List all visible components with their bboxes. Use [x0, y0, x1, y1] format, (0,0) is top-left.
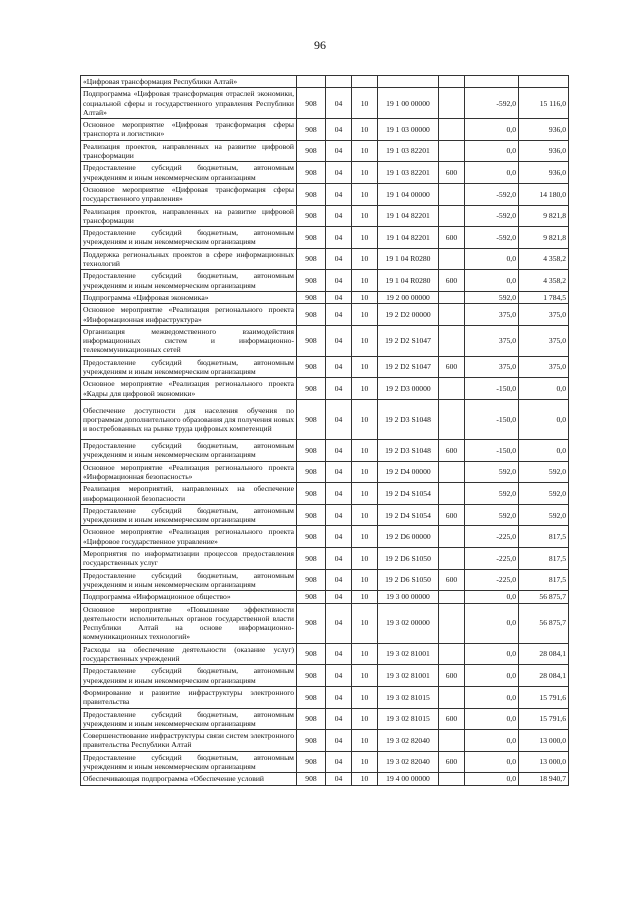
subsection-code: 10	[352, 356, 378, 378]
section-code: 04	[326, 88, 352, 119]
subsection-code: 10	[352, 665, 378, 687]
subsection-code: 10	[352, 751, 378, 773]
target-article-code: 19 2 D3 S1048	[378, 399, 439, 439]
expense-type-code: 600	[439, 665, 465, 687]
target-article-code: 19 3 02 82040	[378, 751, 439, 773]
grbs-code: 908	[297, 119, 326, 141]
target-article-code: 19 1 00 00000	[378, 88, 439, 119]
budget-item-name: Основное мероприятие «Реализация регионального проекта «Кадры для цифровой экономики»	[81, 378, 297, 400]
grbs-code: 908	[297, 504, 326, 526]
subsection-code: 10	[352, 773, 378, 785]
total-amount: 375,0	[519, 356, 569, 378]
expense-type-code	[439, 686, 465, 708]
change-amount: 592,0	[465, 504, 519, 526]
expense-type-code: 600	[439, 356, 465, 378]
change-amount: -592,0	[465, 205, 519, 227]
budget-item-name: Предоставление субсидий бюджетным, автономным учреждениям и иным некоммерческим организациям	[81, 227, 297, 249]
grbs-code: 908	[297, 686, 326, 708]
change-amount: 0,0	[465, 730, 519, 752]
change-amount: 0,0	[465, 708, 519, 730]
grbs-code: 908	[297, 304, 326, 326]
target-article-code: 19 2 D2 S1047	[378, 356, 439, 378]
subsection-code: 10	[352, 483, 378, 505]
expense-type-code	[439, 461, 465, 483]
change-amount: -592,0	[465, 183, 519, 205]
grbs-code: 908	[297, 526, 326, 548]
budget-item-name: Предоставление субсидий бюджетным, автономным учреждениям и иным некоммерческим организациям	[81, 440, 297, 462]
total-amount: 817,5	[519, 548, 569, 570]
subsection-code: 10	[352, 504, 378, 526]
target-article-code: 19 1 03 00000	[378, 119, 439, 141]
section-code: 04	[326, 227, 352, 249]
target-article-code: 19 2 D4 S1054	[378, 483, 439, 505]
total-amount: 4 358,2	[519, 248, 569, 270]
change-amount: 0,0	[465, 591, 519, 603]
expense-type-code	[439, 643, 465, 665]
table-row	[81, 291, 569, 303]
table-body	[81, 76, 569, 786]
grbs-code: 908	[297, 162, 326, 184]
change-amount: -225,0	[465, 526, 519, 548]
target-article-code: 19 3 02 82040	[378, 730, 439, 752]
expense-type-code	[439, 591, 465, 603]
change-amount: -150,0	[465, 378, 519, 400]
change-amount: 592,0	[465, 291, 519, 303]
section-code: 04	[326, 504, 352, 526]
target-article-code: 19 3 00 00000	[378, 591, 439, 603]
grbs-code: 908	[297, 665, 326, 687]
expense-type-code	[439, 205, 465, 227]
subsection-code: 10	[352, 461, 378, 483]
grbs-code: 908	[297, 773, 326, 785]
change-amount: 375,0	[465, 304, 519, 326]
table-row	[81, 686, 569, 708]
target-article-code: 19 4 00 00000	[378, 773, 439, 785]
table-row	[81, 440, 569, 462]
section-code: 04	[326, 270, 352, 292]
section-code: 04	[326, 686, 352, 708]
table-row	[81, 708, 569, 730]
change-amount	[465, 76, 519, 88]
section-code: 04	[326, 140, 352, 162]
table-row	[81, 399, 569, 439]
expense-type-code	[439, 399, 465, 439]
total-amount: 1 784,5	[519, 291, 569, 303]
target-article-code: 19 1 03 82201	[378, 140, 439, 162]
expense-type-code	[439, 140, 465, 162]
section-code: 04	[326, 708, 352, 730]
grbs-code: 908	[297, 708, 326, 730]
total-amount: 15 791,6	[519, 686, 569, 708]
table-row	[81, 548, 569, 570]
table-row	[81, 483, 569, 505]
total-amount: 0,0	[519, 440, 569, 462]
budget-item-name: Обеспечивающая подпрограмма «Обеспечение условий	[81, 773, 297, 785]
total-amount: 0,0	[519, 399, 569, 439]
grbs-code: 908	[297, 461, 326, 483]
target-article-code: 19 3 02 81015	[378, 708, 439, 730]
target-article-code: 19 2 D4 S1054	[378, 504, 439, 526]
expense-type-code	[439, 325, 465, 356]
total-amount: 817,5	[519, 569, 569, 591]
expense-type-code	[439, 304, 465, 326]
section-code: 04	[326, 378, 352, 400]
grbs-code: 908	[297, 440, 326, 462]
total-amount: 13 000,0	[519, 751, 569, 773]
change-amount: 0,0	[465, 643, 519, 665]
change-amount: 0,0	[465, 140, 519, 162]
change-amount: 0,0	[465, 751, 519, 773]
section-code: 04	[326, 643, 352, 665]
grbs-code: 908	[297, 483, 326, 505]
subsection-code: 10	[352, 440, 378, 462]
budget-item-name: Предоставление субсидий бюджетным, автономным учреждениям и иным некоммерческим организациям	[81, 751, 297, 773]
target-article-code: 19 3 02 00000	[378, 603, 439, 643]
change-amount: 0,0	[465, 248, 519, 270]
budget-item-name: Мероприятия по информатизации процессов предоставления государственных услуг	[81, 548, 297, 570]
expense-type-code	[439, 291, 465, 303]
subsection-code: 10	[352, 119, 378, 141]
budget-item-name: Предоставление субсидий бюджетным, автономным учреждениям и иным некоммерческим организациям	[81, 569, 297, 591]
grbs-code: 908	[297, 591, 326, 603]
table-row	[81, 569, 569, 591]
expense-type-code	[439, 483, 465, 505]
subsection-code: 10	[352, 270, 378, 292]
grbs-code: 908	[297, 227, 326, 249]
section-code: 04	[326, 325, 352, 356]
grbs-code: 908	[297, 378, 326, 400]
budget-item-name: Основное мероприятие «Цифровая трансформация сферы транспорта и логистики»	[81, 119, 297, 141]
target-article-code: 19 3 02 81015	[378, 686, 439, 708]
budget-item-name: «Цифровая трансформация Республики Алтай»	[81, 76, 297, 88]
change-amount: 592,0	[465, 461, 519, 483]
section-code: 04	[326, 461, 352, 483]
total-amount: 0,0	[519, 378, 569, 400]
change-amount: 0,0	[465, 603, 519, 643]
subsection-code: 10	[352, 325, 378, 356]
grbs-code: 908	[297, 205, 326, 227]
target-article-code: 19 3 02 81001	[378, 643, 439, 665]
subsection-code: 10	[352, 205, 378, 227]
budget-item-name: Подпрограмма «Информационное общество»	[81, 591, 297, 603]
target-article-code: 19 2 D6 00000	[378, 526, 439, 548]
table-row	[81, 205, 569, 227]
change-amount: -150,0	[465, 399, 519, 439]
expense-type-code: 600	[439, 751, 465, 773]
total-amount: 56 875,7	[519, 591, 569, 603]
subsection-code: 10	[352, 183, 378, 205]
expense-type-code	[439, 773, 465, 785]
table-row	[81, 591, 569, 603]
expense-type-code	[439, 119, 465, 141]
change-amount: -225,0	[465, 548, 519, 570]
section-code: 04	[326, 162, 352, 184]
grbs-code: 908	[297, 643, 326, 665]
expense-type-code	[439, 603, 465, 643]
grbs-code: 908	[297, 356, 326, 378]
total-amount: 13 000,0	[519, 730, 569, 752]
budget-item-name: Предоставление субсидий бюджетным, автономным учреждениям и иным некоммерческим организациям	[81, 504, 297, 526]
target-article-code: 19 2 D3 S1048	[378, 440, 439, 462]
subsection-code: 10	[352, 708, 378, 730]
section-code: 04	[326, 665, 352, 687]
section-code: 04	[326, 569, 352, 591]
total-amount	[519, 76, 569, 88]
total-amount: 592,0	[519, 461, 569, 483]
change-amount: 375,0	[465, 325, 519, 356]
expense-type-code	[439, 248, 465, 270]
table-row	[81, 356, 569, 378]
budget-item-name: Реализация проектов, направленных на развитие цифровой трансформации	[81, 140, 297, 162]
section-code: 04	[326, 483, 352, 505]
budget-item-name: Основное мероприятие «Цифровая трансформация сферы государственного управления»	[81, 183, 297, 205]
total-amount: 9 821,8	[519, 205, 569, 227]
subsection-code: 10	[352, 591, 378, 603]
grbs-code: 908	[297, 603, 326, 643]
section-code: 04	[326, 440, 352, 462]
total-amount: 817,5	[519, 526, 569, 548]
section-code: 04	[326, 751, 352, 773]
budget-item-name: Формирование и развитие инфраструктуры электронного правительства	[81, 686, 297, 708]
target-article-code: 19 2 D6 S1050	[378, 548, 439, 570]
grbs-code: 908	[297, 569, 326, 591]
budget-item-name: Организация межведомственного взаимодействия информационных систем и информационно-телекоммуникационных сетей	[81, 325, 297, 356]
budget-item-name: Предоставление субсидий бюджетным, автономным учреждениям и иным некоммерческим организациям	[81, 270, 297, 292]
section-code: 04	[326, 526, 352, 548]
grbs-code: 908	[297, 183, 326, 205]
total-amount: 9 821,8	[519, 227, 569, 249]
grbs-code: 908	[297, 751, 326, 773]
table-row	[81, 665, 569, 687]
total-amount: 28 084,1	[519, 665, 569, 687]
change-amount: 0,0	[465, 665, 519, 687]
budget-item-name: Предоставление субсидий бюджетным, автономным учреждениям и иным некоммерческим организациям	[81, 665, 297, 687]
grbs-code: 908	[297, 140, 326, 162]
section-code: 04	[326, 248, 352, 270]
total-amount: 375,0	[519, 325, 569, 356]
subsection-code: 10	[352, 603, 378, 643]
table-row	[81, 183, 569, 205]
change-amount: 592,0	[465, 483, 519, 505]
subsection-code: 10	[352, 643, 378, 665]
subsection-code: 10	[352, 569, 378, 591]
section-code: 04	[326, 291, 352, 303]
subsection-code: 10	[352, 526, 378, 548]
change-amount: -150,0	[465, 440, 519, 462]
grbs-code: 908	[297, 88, 326, 119]
table-row	[81, 461, 569, 483]
table-row	[81, 88, 569, 119]
expense-type-code	[439, 548, 465, 570]
grbs-code: 908	[297, 248, 326, 270]
total-amount: 15 791,6	[519, 708, 569, 730]
budget-item-name: Поддержка региональных проектов в сфере информационных технологий	[81, 248, 297, 270]
budget-item-name: Предоставление субсидий бюджетным, автономным учреждениям и иным некоммерческим организациям	[81, 162, 297, 184]
budget-item-name: Расходы на обеспечение деятельности (оказание услуг) государственных учреждений	[81, 643, 297, 665]
grbs-code: 908	[297, 548, 326, 570]
expense-type-code	[439, 526, 465, 548]
section-code: 04	[326, 591, 352, 603]
change-amount: 0,0	[465, 773, 519, 785]
budget-item-name: Подпрограмма «Цифровая трансформация отраслей экономики, социальной сферы и государственного управления Республики Алтай»	[81, 88, 297, 119]
total-amount: 375,0	[519, 304, 569, 326]
table-row	[81, 603, 569, 643]
section-code: 04	[326, 548, 352, 570]
target-article-code: 19 2 D3 00000	[378, 378, 439, 400]
target-article-code: 19 3 02 81001	[378, 665, 439, 687]
budget-item-name: Основное мероприятие «Реализация регионального проекта «Информационная безопасность»	[81, 461, 297, 483]
total-amount: 14 180,0	[519, 183, 569, 205]
expense-type-code	[439, 378, 465, 400]
subsection-code: 10	[352, 730, 378, 752]
subsection-code: 10	[352, 548, 378, 570]
section-code: 04	[326, 399, 352, 439]
table-row	[81, 751, 569, 773]
section-code: 04	[326, 356, 352, 378]
grbs-code: 908	[297, 325, 326, 356]
expense-type-code	[439, 76, 465, 88]
budget-item-name: Реализация проектов, направленных на развитие цифровой трансформации	[81, 205, 297, 227]
section-code: 04	[326, 730, 352, 752]
subsection-code	[352, 76, 378, 88]
subsection-code: 10	[352, 88, 378, 119]
expense-type-code	[439, 183, 465, 205]
subsection-code: 10	[352, 140, 378, 162]
total-amount: 592,0	[519, 504, 569, 526]
grbs-code: 908	[297, 730, 326, 752]
table-row	[81, 76, 569, 88]
budget-item-name: Основное мероприятие «Реализация регионального проекта «Цифровое государственное управление»	[81, 526, 297, 548]
change-amount: 0,0	[465, 119, 519, 141]
target-article-code: 19 1 04 82201	[378, 205, 439, 227]
table-row	[81, 773, 569, 785]
section-code: 04	[326, 119, 352, 141]
target-article-code: 19 2 00 00000	[378, 291, 439, 303]
change-amount: 375,0	[465, 356, 519, 378]
table-row	[81, 140, 569, 162]
section-code	[326, 76, 352, 88]
subsection-code: 10	[352, 227, 378, 249]
total-amount: 18 940,7	[519, 773, 569, 785]
budget-item-name: Подпрограмма «Цифровая экономика»	[81, 291, 297, 303]
section-code: 04	[326, 603, 352, 643]
target-article-code: 19 1 04 82201	[378, 227, 439, 249]
change-amount: 0,0	[465, 270, 519, 292]
grbs-code: 908	[297, 291, 326, 303]
subsection-code: 10	[352, 291, 378, 303]
expense-type-code	[439, 88, 465, 119]
table-row	[81, 730, 569, 752]
budget-item-name: Обеспечение доступности для населения обучения по программам дополнительного образования для получения новых и востребованных на рынке труда цифровых компетенций	[81, 399, 297, 439]
target-article-code: 19 1 04 R0280	[378, 270, 439, 292]
table-row	[81, 162, 569, 184]
section-code: 04	[326, 183, 352, 205]
subsection-code: 10	[352, 248, 378, 270]
subsection-code: 10	[352, 686, 378, 708]
total-amount: 4 358,2	[519, 270, 569, 292]
budget-item-name: Основное мероприятие «Повышение эффективности деятельности исполнительных органов государственной власти Республики Алтай на основе информационно-коммуникационных технологий»	[81, 603, 297, 643]
target-article-code: 19 1 04 R0280	[378, 248, 439, 270]
expense-type-code: 600	[439, 504, 465, 526]
expense-type-code: 600	[439, 227, 465, 249]
subsection-code: 10	[352, 378, 378, 400]
change-amount: -592,0	[465, 88, 519, 119]
total-amount: 28 084,1	[519, 643, 569, 665]
subsection-code: 10	[352, 162, 378, 184]
change-amount: 0,0	[465, 686, 519, 708]
expense-type-code: 600	[439, 569, 465, 591]
expense-type-code	[439, 730, 465, 752]
total-amount: 56 875,7	[519, 603, 569, 643]
page-number: 96	[314, 38, 326, 52]
change-amount: -592,0	[465, 227, 519, 249]
total-amount: 592,0	[519, 483, 569, 505]
grbs-code: 908	[297, 399, 326, 439]
change-amount: -225,0	[465, 569, 519, 591]
grbs-code	[297, 76, 326, 88]
target-article-code: 19 2 D6 S1050	[378, 569, 439, 591]
total-amount: 936,0	[519, 162, 569, 184]
table-row	[81, 227, 569, 249]
table-row	[81, 304, 569, 326]
expense-type-code: 600	[439, 270, 465, 292]
table-row	[81, 248, 569, 270]
target-article-code	[378, 76, 439, 88]
subsection-code: 10	[352, 399, 378, 439]
change-amount: 0,0	[465, 162, 519, 184]
budget-item-name: Основное мероприятие «Реализация регионального проекта «Информационная инфраструктура»	[81, 304, 297, 326]
expense-type-code: 600	[439, 708, 465, 730]
grbs-code: 908	[297, 270, 326, 292]
budget-table	[80, 75, 569, 786]
total-amount: 936,0	[519, 140, 569, 162]
budget-item-name: Предоставление субсидий бюджетным, автономным учреждениям и иным некоммерческим организациям	[81, 708, 297, 730]
section-code: 04	[326, 304, 352, 326]
table-row	[81, 378, 569, 400]
total-amount: 15 116,0	[519, 88, 569, 119]
table-row	[81, 270, 569, 292]
budget-item-name: Совершенствование инфраструктуры связи систем электронного правительства Республики Алтай	[81, 730, 297, 752]
section-code: 04	[326, 205, 352, 227]
section-code: 04	[326, 773, 352, 785]
target-article-code: 19 1 03 82201	[378, 162, 439, 184]
table-row	[81, 526, 569, 548]
target-article-code: 19 1 04 00000	[378, 183, 439, 205]
table-row	[81, 119, 569, 141]
target-article-code: 19 2 D2 00000	[378, 304, 439, 326]
budget-item-name: Реализация мероприятий, направленных на обеспечение информационной безопасности	[81, 483, 297, 505]
table-row	[81, 504, 569, 526]
target-article-code: 19 2 D4 00000	[378, 461, 439, 483]
table-row	[81, 643, 569, 665]
expense-type-code: 600	[439, 440, 465, 462]
total-amount: 936,0	[519, 119, 569, 141]
expense-type-code: 600	[439, 162, 465, 184]
subsection-code: 10	[352, 304, 378, 326]
budget-item-name: Предоставление субсидий бюджетным, автономным учреждениям и иным некоммерческим организациям	[81, 356, 297, 378]
table-row	[81, 325, 569, 356]
target-article-code: 19 2 D2 S1047	[378, 325, 439, 356]
